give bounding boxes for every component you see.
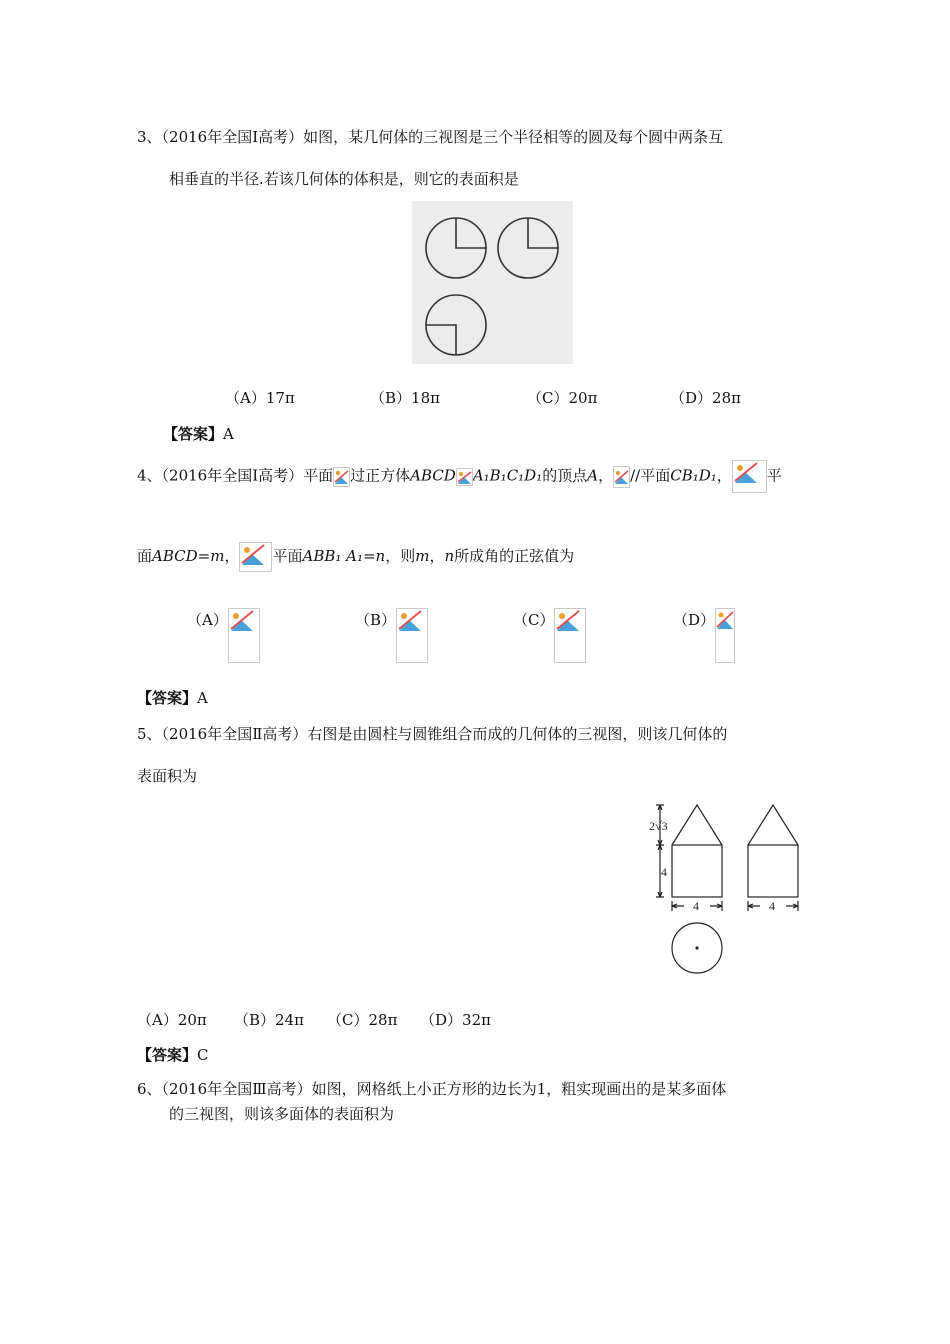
q4-option-b-label: （B） [355,611,397,629]
q4-option-a [187,608,260,663]
q4-line1 [137,460,782,493]
q6-text-line1: （2016年全国Ⅲ高考）如图，网格纸上小正方形的边长为1，粗实现画出的是某多面体 [161,1080,727,1098]
broken-image-icon [715,608,735,663]
cylinder-height-label: 4 [661,865,667,879]
q4-option-d-label: （D） [673,611,716,629]
q5-number: 5、 [137,725,162,743]
q4-option-a-label: （A） [187,611,228,629]
q4-text: 面 [137,547,153,565]
q3-answer-value: A [223,425,234,443]
q3-number: 3、 [137,128,162,146]
q4-text: ，则 [385,547,416,565]
q5-answer-label: 【答案】 [137,1046,198,1064]
side-view-cone [748,805,798,845]
front-view-cylinder [672,845,722,897]
broken-image-icon [456,468,473,486]
q4-line2 [137,542,574,572]
q4-text: ， [224,547,240,565]
q5-option-d: （D）32π [420,1011,491,1029]
q4-answer-label: 【答案】 [137,689,198,707]
q5-answer-value: C [197,1046,209,1064]
q3-option-d: （D）28π [670,389,741,407]
front-view-cone [672,805,722,845]
q4-answer-value: A [197,689,208,707]
broken-image-icon [239,542,272,572]
q5-option-b: （B）24π [234,1011,304,1029]
q4-text: 的顶点 [542,466,588,485]
q4-plane-abcd: ABCD=m [152,547,225,565]
q4-var-n: n [444,547,455,565]
q3-text-line1: （2016年全国Ⅰ高考）如图，某几何体的三视图是三个半径相等的圆及每个圆中两条互 [161,128,724,146]
q5-text-line1: （2016年全国Ⅱ高考）右图是由圆柱与圆锥组合而成的几何体的三视图，则该几何体的 [161,725,728,743]
q4-option-b [355,608,428,663]
q4-answer [137,688,208,708]
q4-text: //平面 [630,466,671,485]
q3-three-view-figure [412,201,573,364]
q3-option-b: （B）18π [370,389,440,407]
q6-line1 [137,1079,726,1099]
q4-text: 过正方体 [350,466,411,485]
q4-option-c-label: （C） [513,611,555,629]
q3-option-a: （A）17π [225,389,295,407]
q4-text: ， [716,466,732,485]
q4-text: ， [429,547,445,565]
q4-cube-top: A₁B₁C₁D₁ [472,466,543,485]
broken-image-icon [396,608,428,663]
broken-image-icon [732,460,767,493]
q4-var-m: m [415,547,430,565]
q5-option-c: （C）28π [327,1011,398,1029]
broken-image-icon [228,608,260,663]
q4-number: 4、 [137,466,162,485]
front-width-label: 4 [693,899,699,913]
side-width-label: 4 [769,899,775,913]
q4-text: （2016年全国Ⅰ高考）平面 [161,466,334,485]
q3-answer-label: 【答案】 [163,425,224,443]
broken-image-icon [333,467,350,487]
q3-line1 [137,127,723,147]
q3-answer [163,424,234,444]
q4-text: ， [598,466,614,485]
q4-plane-abb1a1: ABB₁ A₁=n [302,547,386,565]
q3-line2: 相垂直的半径.若该几何体的体积是，则它的表面积是 [169,170,519,188]
q5-line2: 表面积为 [137,767,198,785]
q4-cube-base: ABCD [410,466,456,485]
side-view-cylinder [748,845,798,897]
q4-vertex: A [587,466,599,485]
q4-text: 平面 [272,547,303,565]
q4-option-c [513,608,586,663]
top-view-center-dot [695,946,698,949]
q4-text: 所成角的正弦值为 [454,547,575,565]
q5-answer [137,1045,209,1065]
cone-height-label: 2√3 [649,819,668,833]
q3-option-c: （C）20π [527,389,598,407]
broken-image-icon [554,608,586,663]
q4-option-d [673,608,735,663]
q5-option-a: （A）20π [137,1011,207,1029]
q4-plane-cb1d1: CB₁D₁ [670,466,717,485]
q6-line2: 的三视图，则该多面体的表面积为 [169,1105,395,1123]
q5-line1 [137,724,727,744]
broken-image-icon [613,466,630,488]
q6-number: 6、 [137,1080,162,1098]
q5-three-view-figure [648,800,808,980]
q4-text: 平 [766,466,782,485]
